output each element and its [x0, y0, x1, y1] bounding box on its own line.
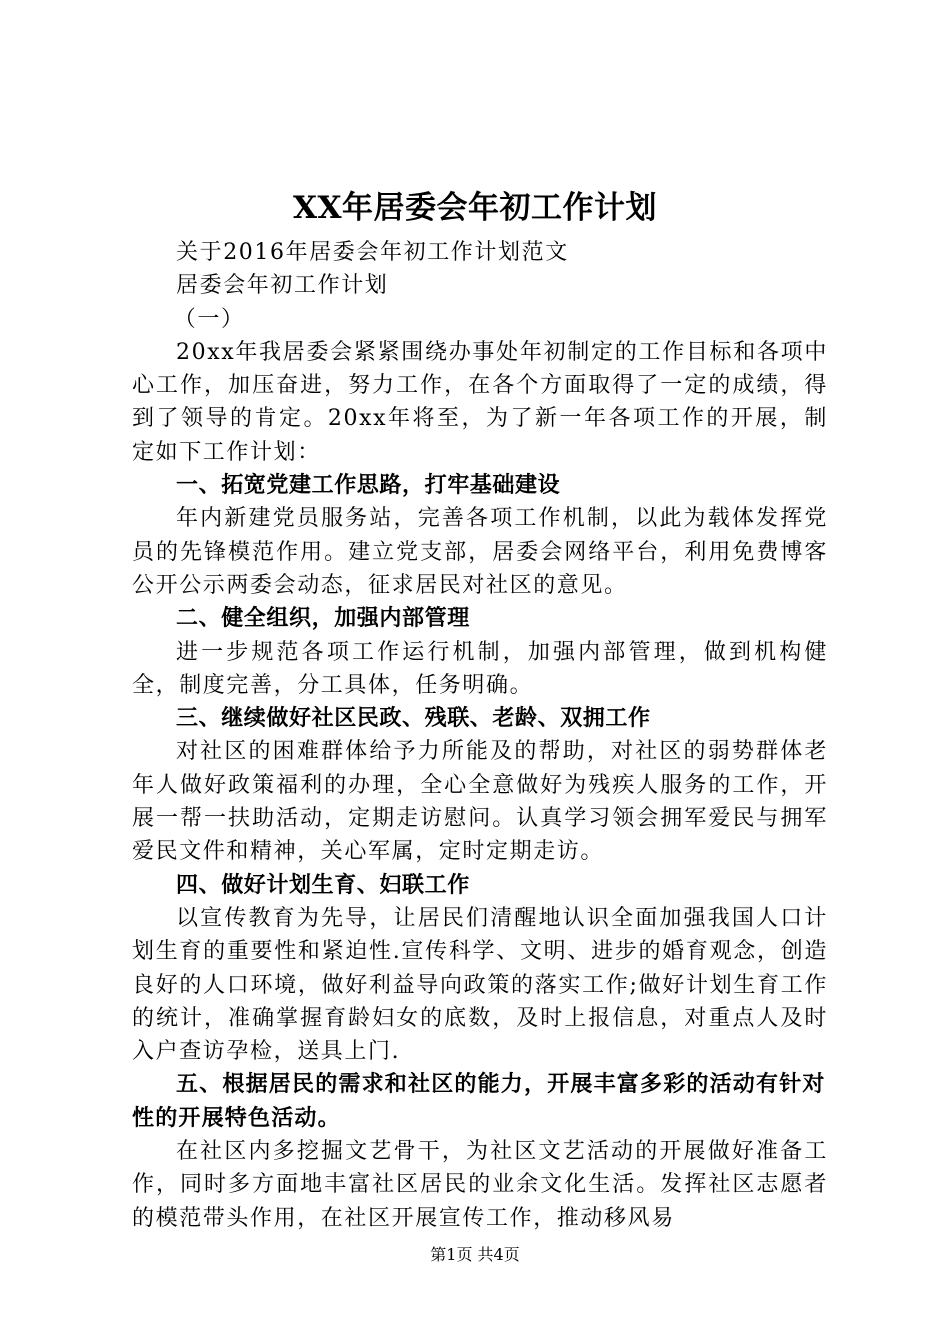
- document-title: XX年居委会年初工作计划: [292, 190, 658, 226]
- intro-paragraph: 20xx年我居委会紧紧围绕办事处年初制定的工作目标和各项中心工作，加压奋进，努力工作，在各个方面取得了一定的成绩，得到了领导的肯定。20xx年将至，为了新一年各项工作的开展，制定如下工作计划：: [132, 339, 828, 465]
- section-heading: 一、拓宽党建工作思路，打牢基础建设: [176, 473, 561, 499]
- section-heading: 五、根据居民的需求和社区的能力，开展丰富多彩的活动有针对性的开展特色活动。: [132, 1072, 826, 1131]
- section-heading: 三、继续做好社区民政、残联、老龄、双拥工作: [176, 706, 651, 732]
- section-heading: 四、做好计划生育、妇联工作: [176, 872, 470, 898]
- part-label: （一）: [173, 306, 245, 332]
- document-body: [132, 236, 828, 1235]
- section-paragraph: 年内新建党员服务站，完善各项工作机制，以此为载体发挥党员的先锋模范作用。建立党支部，居委会网络平台，利用免费博客公开公示两委会动态，征求居民对社区的意见。: [132, 506, 828, 598]
- subtitle-line: 关于2016年居委会年初工作计划范文: [176, 240, 569, 265]
- section-heading: 二、健全组织，加强内部管理: [176, 606, 470, 632]
- subtitle-line: 居委会年初工作计划: [176, 273, 389, 299]
- section-paragraph: 进一步规范各项工作运行机制，加强内部管理，做到机构健全，制度完善，分工具体，任务明确。: [132, 639, 828, 698]
- section-paragraph: 对社区的困难群体给予力所能及的帮助，对社区的弱势群体老年人做好政策福利的办理，全心全意做好为残疾人服务的工作，开展一帮一扶助活动，定期走访慰问。认真学习领会拥军爱民与拥军爱民文件和精神，关心军属，定时定期走访。: [132, 739, 828, 865]
- section-paragraph: 在社区内多挖掘文艺骨干，为社区文艺活动的开展做好准备工作，同时多方面地丰富社区居民的业余文化生活。发挥社区志愿者的模范带头作用，在社区开展宣传工作，推动移风易: [132, 1139, 828, 1231]
- section-paragraph: 以宣传教育为先导，让居民们清醒地认识全面加强我国人口计划生育的重要性和紧迫性.宣传科学、文明、进步的婚育观念，创造良好的人口环境，做好利益导向政策的落实工作;做好计划生育工作的统计，准确掌握育龄妇女的底数，及时上报信息，对重点人及时入户查访孕检，送具上门.: [132, 905, 828, 1065]
- page-number: 第1页 共4页: [430, 1245, 520, 1264]
